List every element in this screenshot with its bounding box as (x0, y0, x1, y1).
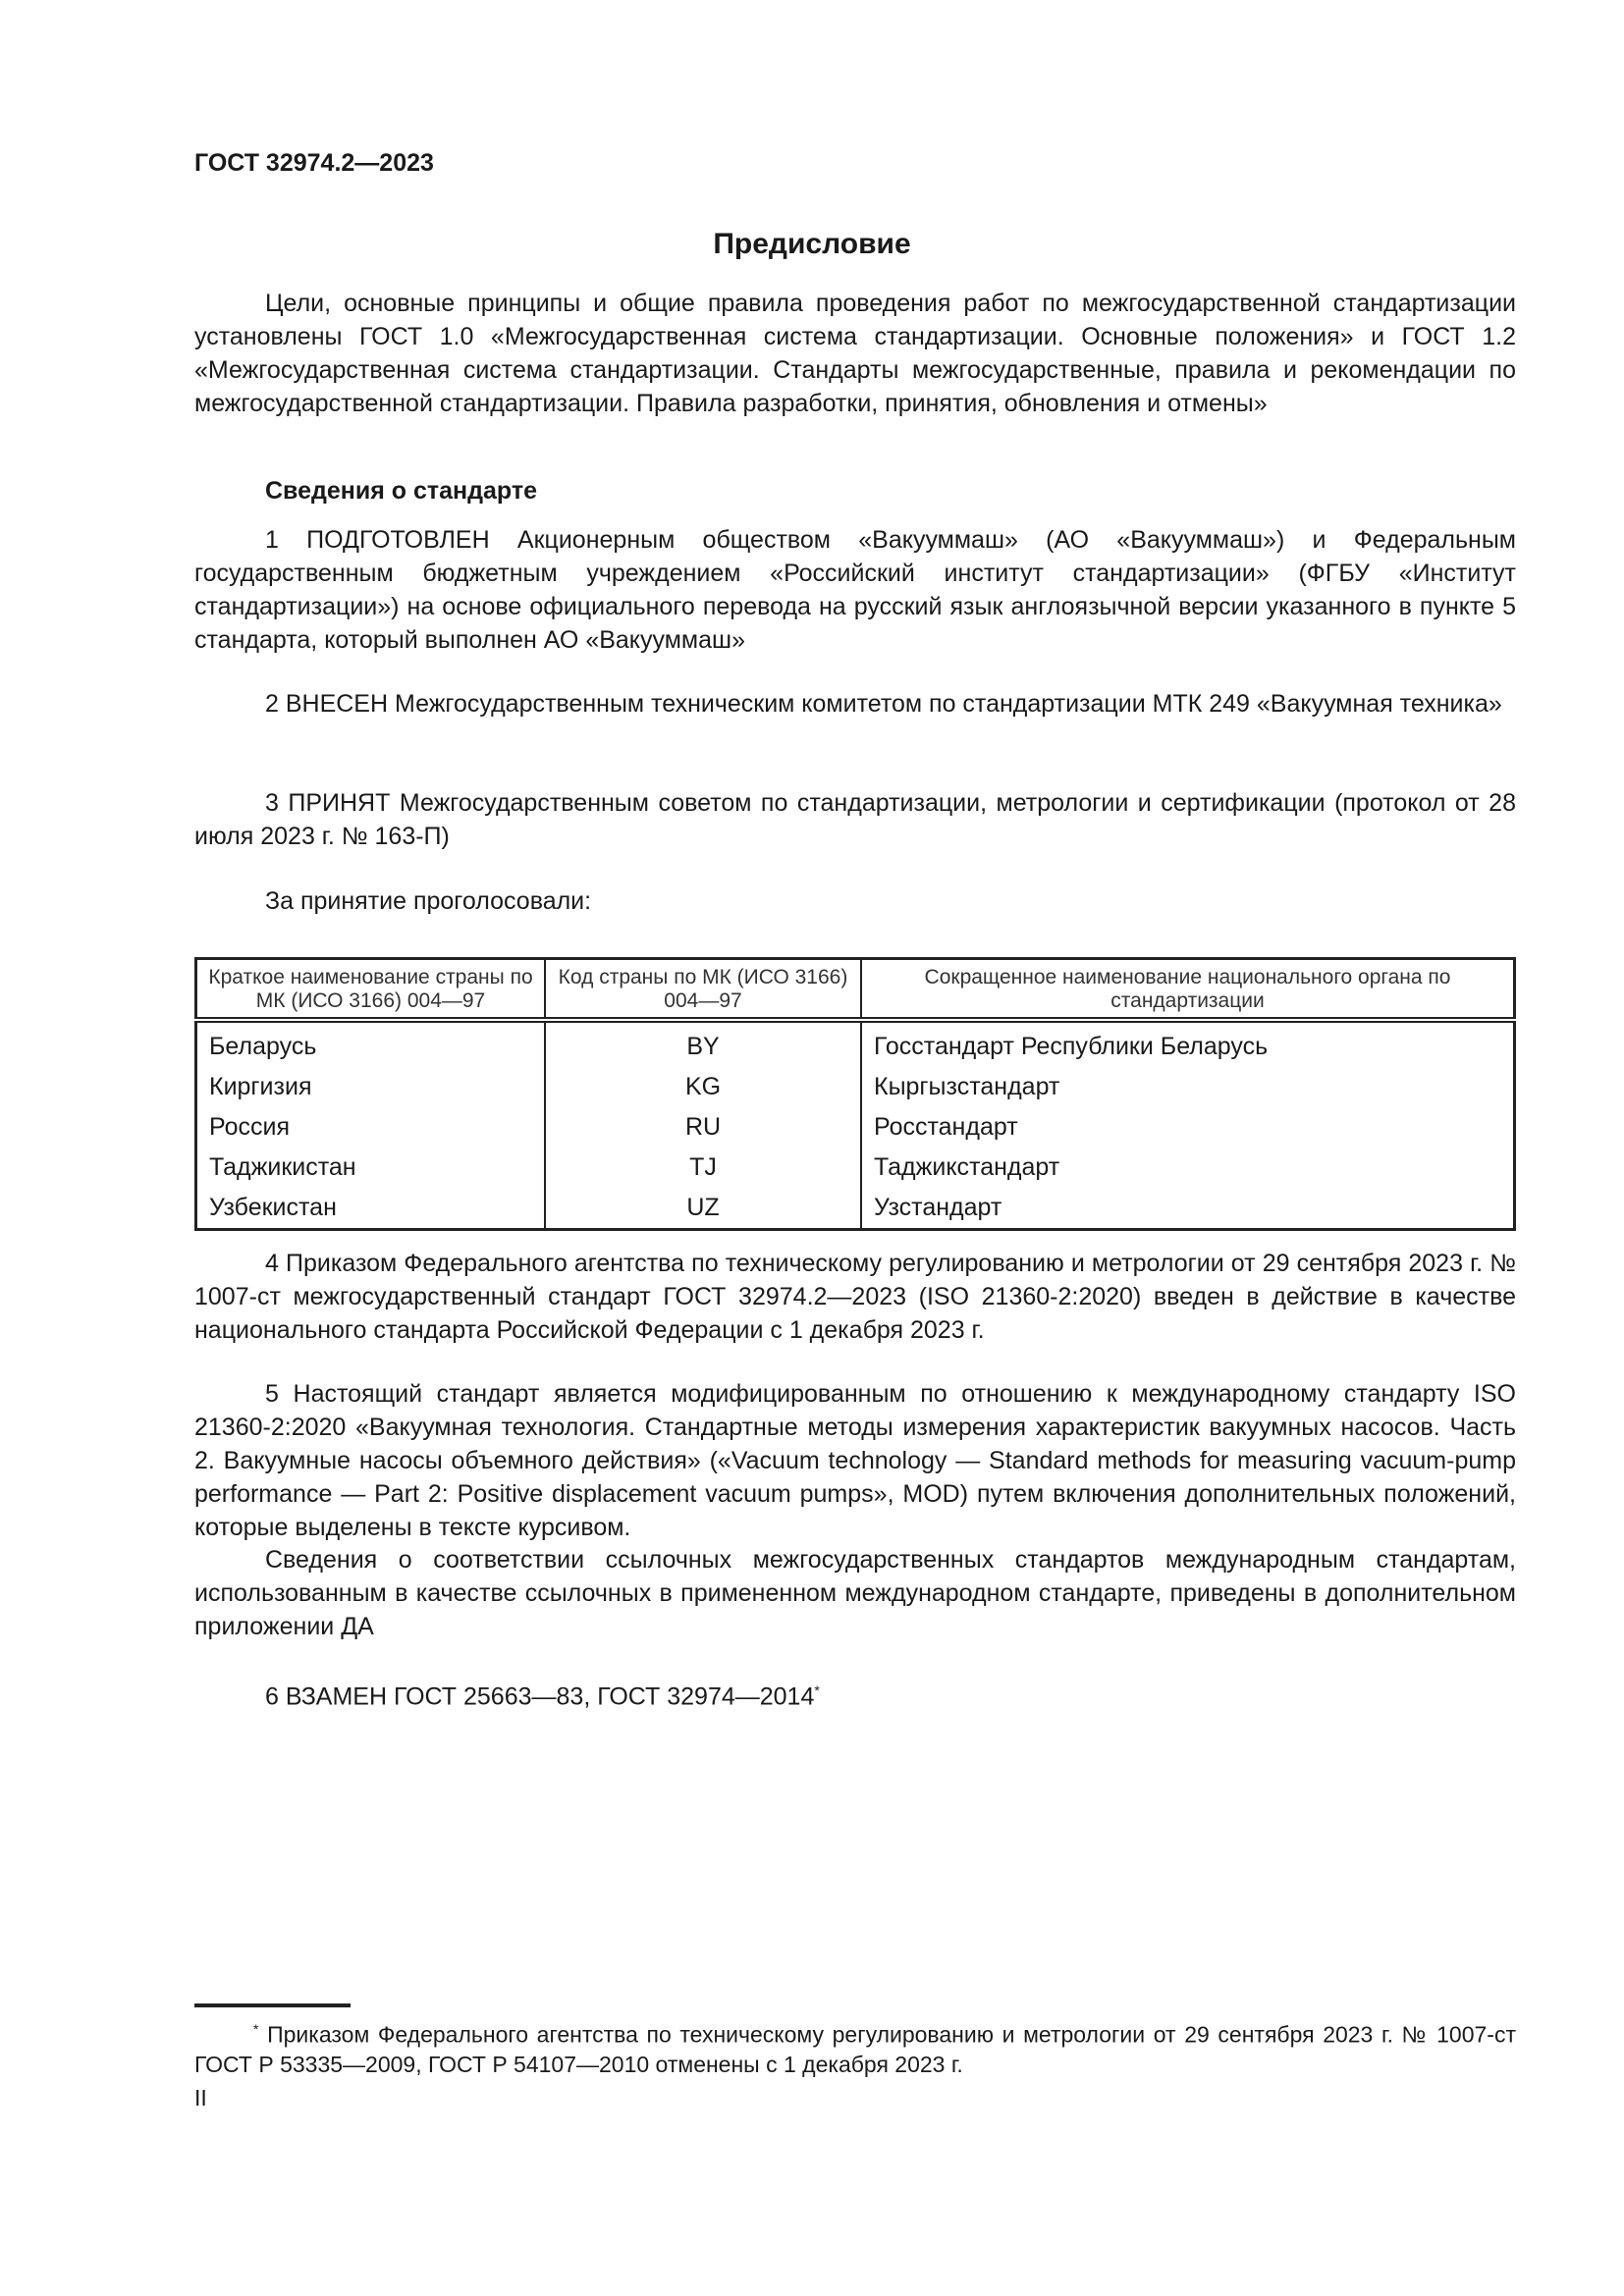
document-id: ГОСТ 32974.2—2023 (194, 149, 434, 177)
item-4: 4 Приказом Федерального агентства по техническому регулированию и метрологии от 29 сентября 2023 г. № 1007-ст межгосударственный стандарт ГОСТ 32974.2—2023 (ISO 21360-2:2020) введен в действие в качестве национального стандарта Российской Федерации с 1 декабря 2023 г. (194, 1250, 1516, 1344)
intro-paragraph: Цели, основные принципы и общие правила проведения работ по межгосударственной стандартизации установлены ГОСТ 1.0 «Межгосударственная система стандартизации. Основные положения» и ГОСТ 1.2 «Межгосударственная система стандартизации. Стандарты межгосударственные, правила и рекомендации по межгосударственной стандартизации. Правила разработки, принятия, обновления и отмены» (194, 290, 1516, 417)
item-2: 2 ВНЕСЕН Межгосударственным техническим комитетом по стандартизации МТК 249 «Вакуумная техника» (265, 690, 1502, 718)
column-header-country: Краткое наименование страны по МК (ИСО 3166) 004—97 (196, 959, 546, 1021)
cell-country: Киргизия (209, 1073, 312, 1100)
footnote-mark: * (814, 1682, 820, 1698)
cell-code: KG (545, 1067, 861, 1107)
footnote-mark: * (253, 2021, 259, 2037)
cell-body: Кыргызстандарт (861, 1067, 1515, 1107)
table-row (196, 1067, 1515, 1107)
cell-code: RU (545, 1107, 861, 1148)
table-row (196, 1020, 1515, 1067)
table-row (196, 1107, 1515, 1148)
item-5: 5 Настоящий стандарт является модифицированным по отношению к международному стандарту ISO 21360-2:2020 «Вакуумная технология. Стандартные методы измерения характеристик вакуумных насосов. Часть 2. Вакуумные насосы объемного действия» («Vacuum technology — Standard methods for measuring vacuum-pump performance — Part 2: Positive displacement vacuum pumps», MOD) путем включения дополнительных положений, которые выделены в тексте курсивом. (194, 1380, 1516, 1541)
page-number: II (194, 2085, 207, 2110)
cell-body: Росстандарт (861, 1107, 1515, 1148)
column-header-code: Код страны по МК (ИСО 3166) 004—97 (545, 959, 861, 1021)
cell-country: Россия (209, 1113, 290, 1141)
cell-body: Узстандарт (861, 1188, 1515, 1230)
column-header-body: Сокращенное наименование национального органа по стандартизации (861, 959, 1515, 1021)
cell-code: UZ (545, 1188, 861, 1230)
cell-body: Госстандарт Республики Беларусь (861, 1020, 1515, 1067)
footnote-text: Приказом Федерального агентства по техническому регулированию и метрологии от 29 сентября 2023 г. № 1007-ст ГОСТ Р 53335—2009, ГОСТ Р 54107—2010 отменены с 1 декабря 2023 г. (194, 2021, 1517, 2077)
page-title: Предисловие (713, 228, 911, 260)
voting-table (194, 957, 1516, 1231)
cell-country: Узбекистан (209, 1194, 337, 1221)
footnote-rule (194, 2003, 351, 2007)
table-row (196, 1148, 1515, 1188)
cell-country: Беларусь (209, 1033, 317, 1060)
table-header-row (196, 959, 1515, 1021)
voted-label: За принятие проголосовали: (265, 887, 592, 915)
cell-code: TJ (545, 1148, 861, 1188)
footnote (194, 2014, 1516, 2079)
item-5-continuation: Сведения о соответствии ссылочных межгосударственных стандартов международным стандартам, использованным в качестве ссылочных в примененном международном стандарте, приведены в дополнительном приложении ДА (194, 1546, 1516, 1640)
section-title: Сведения о стандарте (265, 477, 538, 505)
item-3: 3 ПРИНЯТ Межгосударственным советом по стандартизации, метрологии и сертификации (протокол от 28 июля 2023 г. № 163-П) (194, 789, 1516, 850)
table-row (196, 1188, 1515, 1230)
cell-country: Таджикистан (209, 1153, 356, 1181)
cell-code: BY (545, 1020, 861, 1067)
item-6 (194, 1674, 1516, 1713)
item-6-text: 6 ВЗАМЕН ГОСТ 25663—83, ГОСТ 32974—2014 (265, 1682, 815, 1711)
cell-body: Таджикстандарт (861, 1148, 1515, 1188)
item-1: 1 ПОДГОТОВЛЕН Акционерным обществом «Вакууммаш» (АО «Вакууммаш») и Федеральным государственным бюджетным учреждением «Российский институт стандартизации» (ФГБУ «Институт стандартизации») на основе официального перевода на русский язык англоязычной версии указанного в пункте 5 стандарта, который выполнен АО «Вакууммаш» (194, 526, 1516, 654)
